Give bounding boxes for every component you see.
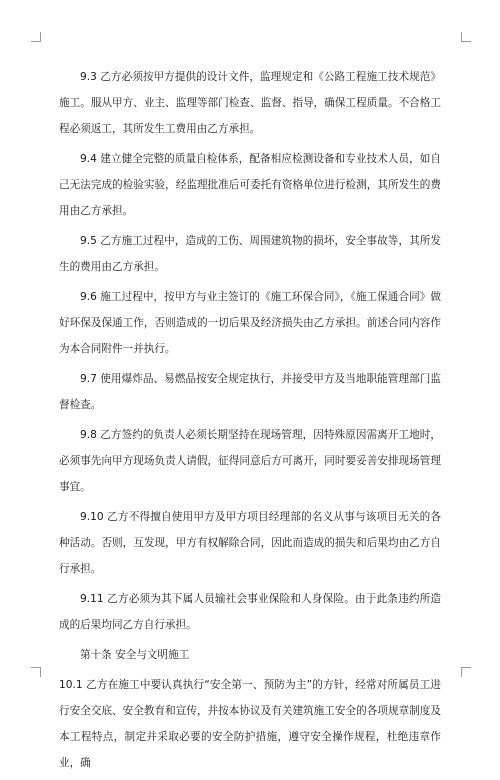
crop-mark-top-right [461, 32, 471, 42]
crop-mark-bottom-right [461, 667, 471, 677]
clause-9-8: 9.8 乙方签约的负责人必须长期坚持在现场管理，因特殊原因需离开工地时，必须事先向甲方现场负责人请假，征得同意后方可离开，同时要妥善安排现场管理事宜。 [59, 429, 441, 493]
crop-mark-bottom-left [31, 667, 41, 677]
clause-9-4: 9.4 建立健全完整的质量自检体系，配备相应检测设备和专业技术人员，如自己无法完成的检验实验，经监理批准后可委托有资格单位进行检测，其所发生的费用由乙方承担。 [59, 153, 441, 217]
clause-9-10: 9.10 乙方不得擅自使用甲方及甲方项目经理部的名义从事与该项目无关的各种活动。否则，互发现，甲方有权解除合同，因此而造成的损失和后果均由乙方自行承担。 [59, 511, 441, 575]
clause-9-11: 9.11 乙方必须为其下属人员输社会事业保险和人身保险。由于此条违约所造成的后果均同乙方自行承担。 [59, 593, 441, 631]
clause-9-3: 9.3 乙方必须按甲方提供的设计文件，监理规定和《公路工程施工技术规范》施工。服从甲方、业主、监理等部门检查、监督、指导，确保工程质量。不合格工程必须返工，其所发生工费用由乙方承担。 [59, 71, 441, 135]
clause-9-7: 9.7 使用爆炸品、易燃品按安全规定执行，并接受甲方及当地职能管理部门监督检查。 [59, 373, 441, 411]
crop-mark-top-left [31, 32, 41, 42]
article-10-heading: 第十条 安全与文明施工 [80, 649, 190, 661]
document-body [59, 64, 441, 780]
clause-9-5: 9.5 乙方施工过程中，造成的工伤、周围建筑物的损坏，安全事故等，其所发生的费用由乙方承担。 [59, 235, 441, 273]
clause-10-1: 10.1 乙方在施工中要认真执行“安全第一、预防为主”的方针，经常对所属员工进行安全交底、安全教育和宣传，并按本协议及有关建筑施工安全的各项规章制度及本工程特点，制定并采取必要的安全防护措施，遵守安全操作规程，杜绝违章作业，确 [59, 679, 441, 769]
clause-9-6: 9.6 施工过程中，按甲方与业主签订的《施工环保合同》，《施工保通合同》做好环保及保通工作，否则造成的一切后果及经济损失由乙方承担。前述合同内容作为本合同附件一并执行。 [59, 291, 441, 355]
